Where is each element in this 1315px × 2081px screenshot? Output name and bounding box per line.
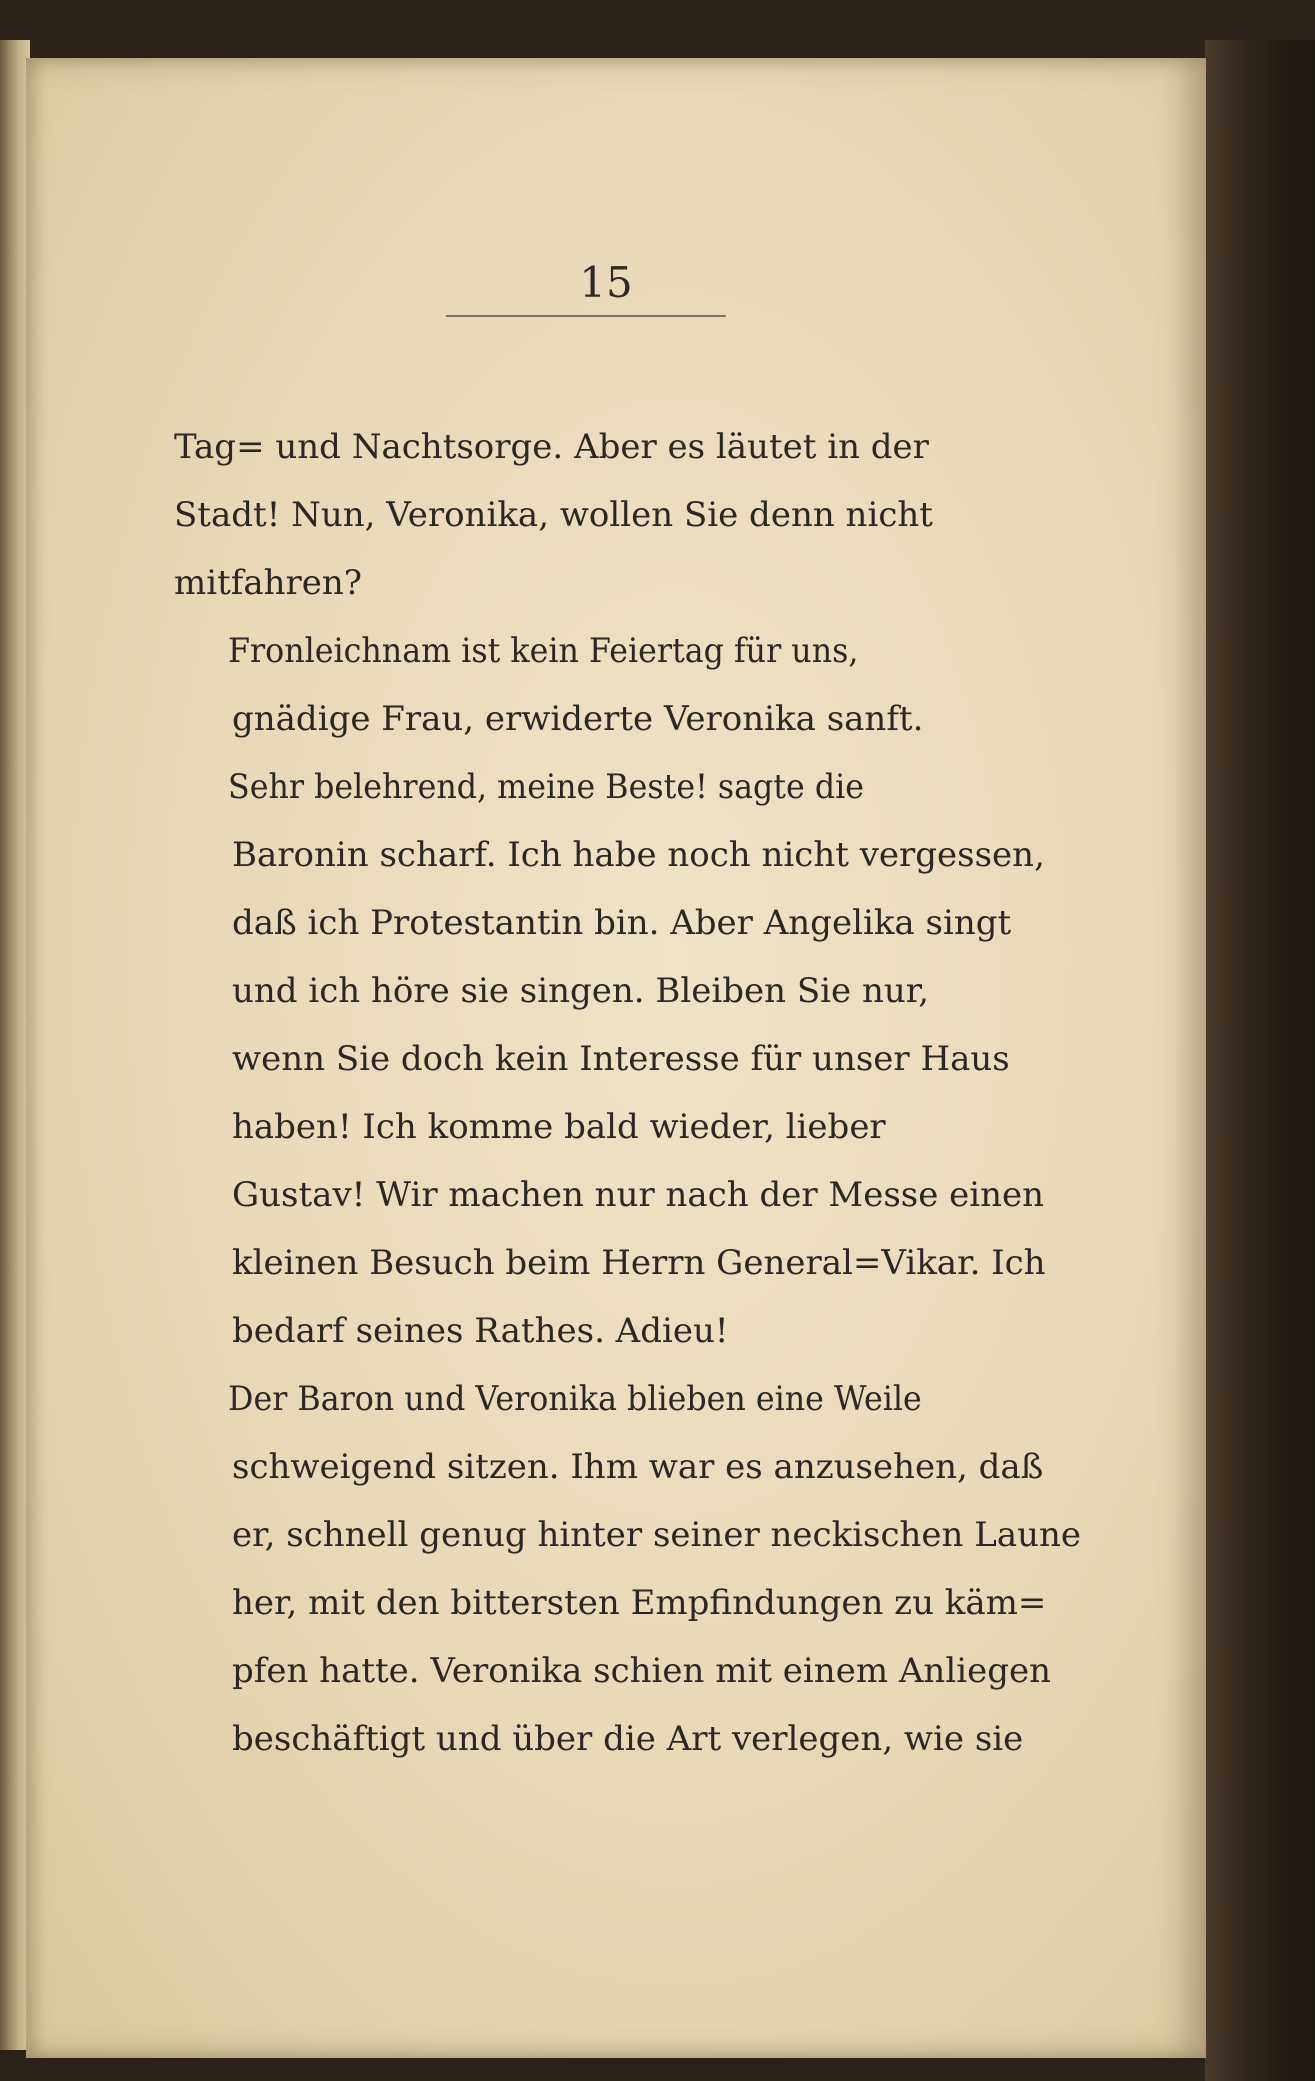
text-line: pfen hatte. Veronika schien mit einem Anliegen [232, 1651, 1051, 1691]
header-rule [446, 315, 726, 317]
text-line: Sehr belehrend, meine Beste! sagte die [228, 767, 865, 807]
page-number: 15 [579, 258, 633, 307]
body-text [174, 413, 1082, 1773]
book-cover-edge [1205, 40, 1315, 2081]
text-line: Stadt! Nun, Veronika, wollen Sie denn nicht [174, 495, 933, 535]
text-line: kleinen Besuch beim Herrn General=Vikar. Ich [232, 1243, 1046, 1283]
text-line: beschäftigt und über die Art verlegen, wie sie [232, 1719, 1024, 1759]
paragraph [174, 1365, 1082, 1773]
text-line: Fronleichnam ist kein Feiertag für uns, [228, 631, 859, 671]
paragraph [174, 617, 1024, 753]
text-line: mitfahren? [174, 563, 363, 603]
text-line: wenn Sie doch kein Interesse für unser Haus [232, 1039, 1010, 1079]
text-line: er, schnell genug hinter seiner neckischen Laune [232, 1515, 1082, 1555]
paragraph [174, 413, 1024, 617]
text-line: und ich höre sie singen. Bleiben Sie nur, [232, 971, 930, 1011]
text-line: her, mit den bittersten Empfindungen zu käm= [232, 1583, 1047, 1623]
text-line: daß ich Protestantin bin. Aber Angelika singt [232, 903, 1012, 943]
text-line: Gustav! Wir machen nur nach der Messe einen [232, 1175, 1045, 1215]
text-line: haben! Ich komme bald wieder, lieber [232, 1107, 886, 1147]
text-line: schweigend sitzen. Ihm war es anzusehen, daß [232, 1447, 1044, 1487]
text-line: Baronin scharf. Ich habe noch nicht vergessen, [232, 835, 1045, 875]
page-sheet [26, 58, 1206, 2058]
paragraph [174, 753, 1046, 1365]
text-line: Der Baron und Veronika blieben eine Weile [228, 1379, 922, 1419]
text-line: Tag= und Nachtsorge. Aber es läutet in der [174, 427, 929, 467]
text-line: gnädige Frau, erwiderte Veronika sanft. [232, 699, 924, 739]
text-line: bedarf seines Rathes. Adieu! [232, 1311, 729, 1351]
